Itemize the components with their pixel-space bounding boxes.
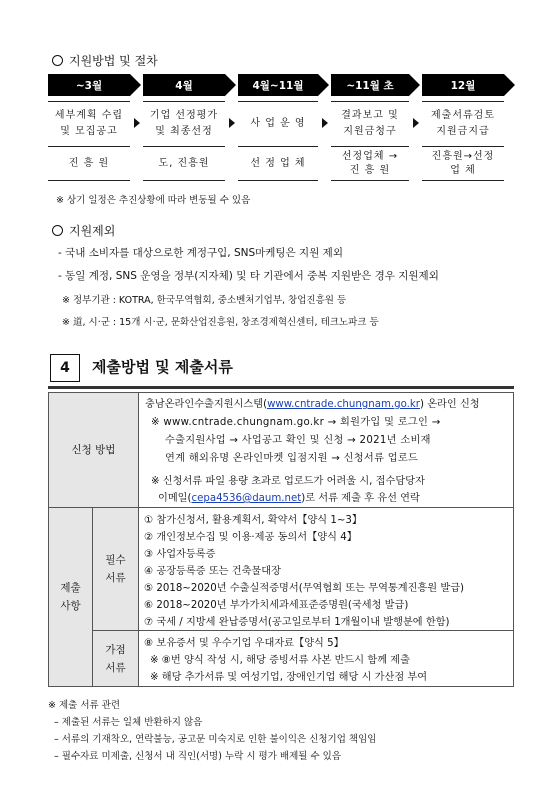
triangle-right-icon bbox=[134, 118, 140, 128]
required-doc-item: ⑦ 국세 / 지방세 완납증명서(공고일로부터 1개월이내 발행분에 한함) bbox=[144, 617, 450, 628]
bonus-doc-item: ※ ⑧번 양식 작성 시, 해당 증빙서류 사본 반드시 함께 제출 bbox=[150, 655, 410, 666]
phase-1 bbox=[48, 74, 130, 96]
triangle-right-icon bbox=[413, 118, 419, 128]
required-doc-item: ④ 공장등록증 또는 건축물대장 bbox=[144, 566, 281, 577]
required-doc-item: ② 개인정보수집 및 이용·제공 동의서【양식 4】 bbox=[144, 532, 357, 543]
arrow-right-icon bbox=[318, 74, 329, 96]
exclusion-item: - 국내 소비자를 대상으로한 계정구입, SNS마케팅은 지원 제외 bbox=[58, 247, 343, 259]
phase-4 bbox=[331, 74, 409, 96]
footnote-item: – 서류의 기재착오, 연락불능, 공고문 미숙지로 인한 불이익은 신청기업 책임임 bbox=[54, 734, 377, 745]
phase-label: 4월 bbox=[175, 79, 193, 92]
section-exclusion-title: 지원제외 bbox=[69, 224, 116, 238]
section-procedure-heading bbox=[52, 52, 158, 69]
apply-line-6 bbox=[158, 489, 420, 504]
phase-label: 12월 bbox=[450, 79, 476, 92]
task-3: 사 업 운 영 bbox=[238, 101, 318, 147]
section-procedure-title: 지원방법 및 절차 bbox=[69, 54, 158, 68]
required-doc-item: ① 참가신청서, 활용계획서, 확약서【양식 1~3】 bbox=[144, 515, 363, 526]
triangle-right-icon bbox=[322, 118, 328, 128]
section-title: 제출방법 및 제출서류 bbox=[92, 358, 233, 376]
apply-text: )로 서류 제출 후 유선 연락 bbox=[301, 493, 420, 504]
apply-line-4: 연계 해외유명 온라인마켓 입점지원 → 신청서류 업로드 bbox=[165, 453, 419, 464]
apply-line-5: ※ 신청서류 파일 용량 초과로 업로드가 어려울 시, 접수담당자 bbox=[151, 476, 425, 487]
section-number-box: 4 bbox=[50, 354, 80, 382]
apply-method-label: 신청 방법 bbox=[48, 392, 139, 508]
circle-bullet-icon bbox=[52, 225, 63, 236]
arrow-right-icon bbox=[504, 74, 515, 96]
section-exclusion-heading bbox=[52, 222, 115, 239]
arrow-right-icon bbox=[225, 74, 236, 96]
bonus-doc-item: ※ 해당 추가서류 및 여성기업, 장애인기업 해당 시 가산점 부여 bbox=[150, 672, 428, 683]
apply-text: ) 온라인 신청 bbox=[419, 399, 480, 410]
required-docs-label: 필수 서류 bbox=[92, 507, 139, 631]
task-4: 결과보고 및 지원금청구 bbox=[331, 101, 409, 147]
exclusion-note: ※ 道, 시·군 : 15개 시·군, 문화산업진흥원, 창조경제혁신센터, 테크노파크 등 bbox=[62, 317, 379, 328]
exclusion-note: ※ 정부기관 : KOTRA, 한국무역협회, 중소벤처기업부, 창업진흥원 등 bbox=[62, 295, 347, 306]
apply-text: 이메일( bbox=[158, 493, 192, 504]
phase-2 bbox=[143, 74, 225, 96]
exclusion-item: - 동일 계정, SNS 운영을 정부(지자체) 및 타 기관에서 중복 지원받은 경우 지원제외 bbox=[58, 270, 439, 282]
footnote-item: – 제출된 서류는 일체 반환하지 않음 bbox=[54, 717, 203, 728]
phase-3 bbox=[238, 74, 318, 96]
required-doc-item: ③ 사업자등록증 bbox=[144, 549, 216, 560]
schedule-note: ※ 상기 일정은 추진상황에 따라 변동될 수 있음 bbox=[56, 195, 251, 206]
arrow-right-icon bbox=[130, 74, 141, 96]
section-divider bbox=[48, 386, 514, 389]
footnote-title: ※ 제출 서류 관련 bbox=[48, 700, 121, 711]
bonus-docs-label: 가점 서류 bbox=[92, 630, 139, 687]
required-doc-item: ⑤ 2018~2020년 수출실적증명서(무역협회 또는 무역통계진흥원 발급) bbox=[144, 583, 465, 594]
required-doc-item: ⑥ 2018~2020년 부가가치세과세표준증명원(국세청 발급) bbox=[144, 600, 409, 611]
apply-line-1 bbox=[145, 395, 480, 410]
triangle-right-icon bbox=[229, 118, 235, 128]
org-2: 도, 진흥원 bbox=[143, 148, 225, 181]
task-1: 세부계획 수립 및 모집공고 bbox=[48, 101, 130, 147]
phase-label: ~3월 bbox=[75, 79, 103, 92]
org-1: 진 흥 원 bbox=[48, 148, 130, 181]
phase-5 bbox=[422, 74, 504, 96]
email-link[interactable]: cepa4536@daum.net bbox=[191, 493, 302, 504]
task-5: 제출서류검토 지원금지급 bbox=[422, 101, 504, 147]
org-5: 진흥원→선정 업 체 bbox=[422, 148, 504, 181]
system-link[interactable]: www.cntrade.chungnam.go.kr bbox=[267, 399, 420, 410]
bonus-doc-item: ⑧ 보유증서 및 우수기업 우대자료【양식 5】 bbox=[144, 638, 344, 649]
arrow-right-icon bbox=[409, 74, 420, 96]
apply-line-3: 수출지원사업 → 사업공고 확인 및 신청 → 2021년 소비재 bbox=[165, 435, 431, 446]
submit-items-label: 제출 사항 bbox=[48, 507, 93, 687]
phase-label: ~11월 초 bbox=[346, 79, 394, 92]
apply-text: 충남온라인수출지원시스템( bbox=[145, 399, 268, 410]
apply-line-2: ※ www.cntrade.chungnam.go.kr → 회원가입 및 로그인 → bbox=[151, 417, 441, 428]
footnote-item: – 필수자료 미제출, 신청서 내 직인(서명) 누락 시 평가 배제될 수 있음 bbox=[54, 751, 342, 762]
org-4: 선정업체 → 진 흥 원 bbox=[331, 148, 409, 181]
task-2: 기업 선정평가 및 최종선정 bbox=[143, 101, 225, 147]
circle-bullet-icon bbox=[52, 55, 63, 66]
org-3: 선 정 업 체 bbox=[238, 148, 318, 181]
phase-label: 4월~11월 bbox=[252, 79, 304, 92]
